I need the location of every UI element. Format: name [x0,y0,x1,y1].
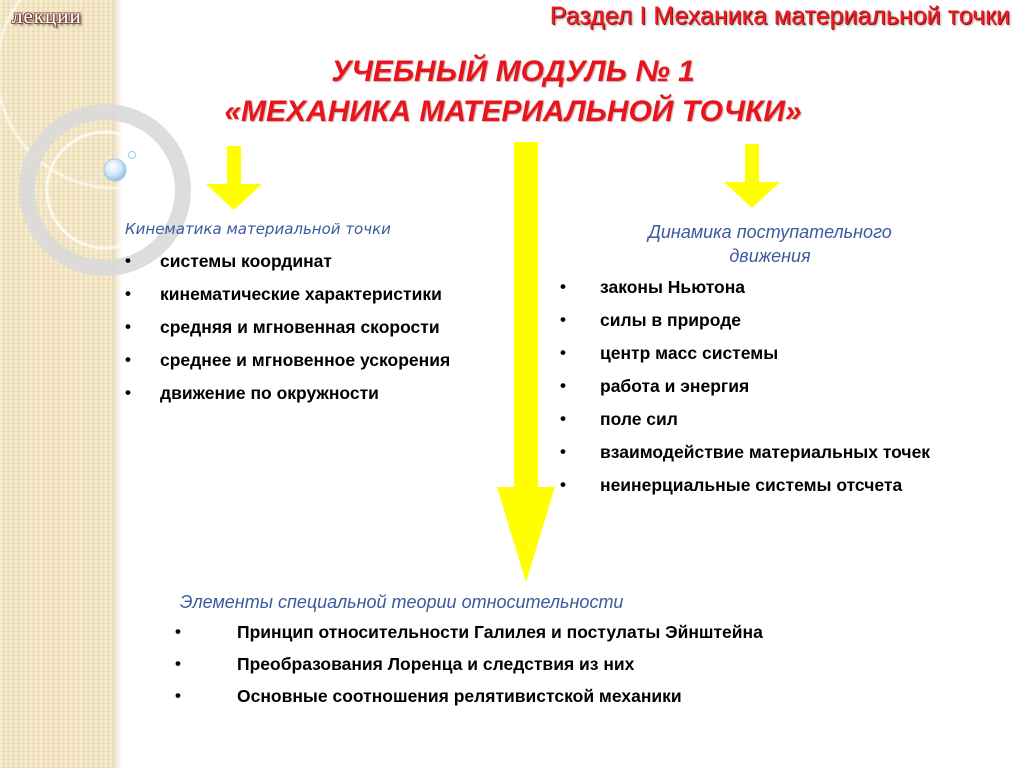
module-title [118,52,908,132]
list-item: • неинерциальные системы отсчета [555,472,965,498]
list-item: • силы в природе [555,307,965,333]
list-item: • кинематические характеристики [120,281,470,307]
module-title-line1: УЧЕБНЫЙ МОДУЛЬ № 1 [331,55,695,88]
list-item: • взаимодействие материальных точек [555,439,965,465]
list-item: • поле сил [555,406,965,432]
list-item: • движение по окружности [120,380,470,406]
list-item: • Преобразования Лоренца и следствия из них [175,651,975,677]
list-item: • Принцип относительности Галилея и постулаты Эйнштейна [175,619,975,645]
list-item: • работа и энергия [555,373,965,399]
list-item: • средняя и мгновенная скорости [120,314,470,340]
lecture-label: лекции [12,4,82,28]
dynamics-heading-line1: Динамика поступательного [648,222,892,242]
list-item: • законы Ньютона [555,274,965,300]
dynamics-section [555,220,965,505]
dynamics-heading [555,220,965,268]
relativity-heading: Элементы специальной теории относительности [180,592,624,612]
relativity-list [175,619,975,709]
arrow-down-icon [496,142,556,584]
list-item: • Основные соотношения релятивистской механики [175,683,975,709]
module-title-line2: «МЕХАНИКА МАТЕРИАЛЬНОЙ ТОЧКИ» [224,95,802,128]
kinematics-heading: Кинематика материальной точки [125,220,391,238]
arrow-down-icon [722,144,782,210]
list-item: • среднее и мгновенное ускорения [120,347,470,373]
arrow-down-icon [204,146,264,212]
relativity-section [175,592,975,715]
list-item: • центр масс системы [555,340,965,366]
section-title: Раздел I Механика материальной точки [549,2,1010,30]
list-item: • системы координат [120,248,470,274]
kinematics-list [120,248,470,406]
dynamics-heading-line2: движения [729,246,811,266]
dynamics-list [555,274,965,498]
kinematics-section [120,220,470,413]
